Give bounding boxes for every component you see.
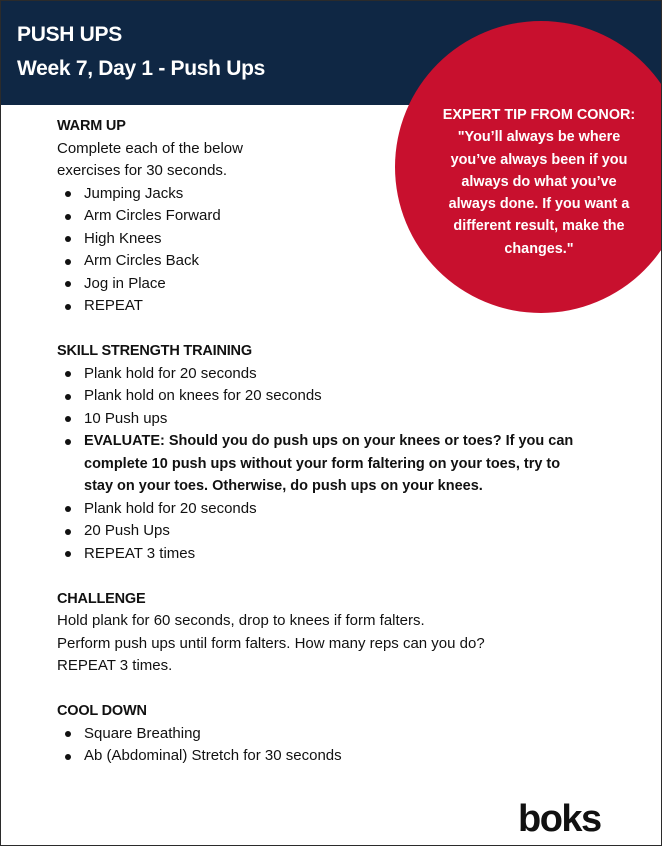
list-item: 20 Push Ups xyxy=(57,520,597,543)
page-title: PUSH UPS xyxy=(17,23,122,46)
warmup-intro-line: exercises for 30 seconds. xyxy=(57,162,228,179)
tip-line: always do what you’ve xyxy=(461,173,617,190)
skill-training-title: SKILL STRENGTH TRAINING xyxy=(57,343,252,359)
challenge-line: REPEAT 3 times. xyxy=(57,657,173,674)
list-item: Ab (Abdominal) Stretch for 30 seconds xyxy=(57,745,597,768)
cooldown-title: COOL DOWN xyxy=(57,703,147,719)
warmup-intro-line: Complete each of the below xyxy=(57,139,243,157)
tip-line: different result, make the xyxy=(453,218,625,235)
evaluate-line: complete 10 push ups without your form faltering on your toes, try to xyxy=(84,455,561,472)
list-item: Plank hold for 20 seconds xyxy=(57,363,597,386)
list-item: Arm Circles Forward xyxy=(57,205,597,228)
challenge-line: Hold plank for 60 seconds, drop to knees if form falters. xyxy=(57,612,425,629)
skill-training-list xyxy=(57,363,597,566)
list-item: 10 Push ups xyxy=(57,408,597,431)
warmup-list xyxy=(57,183,597,318)
evaluate-line: stay on your toes. Otherwise, do push ups on your knees. xyxy=(84,478,483,494)
cooldown-list xyxy=(57,723,597,768)
boks-logo: boks xyxy=(518,798,601,840)
tip-line: always done. If you want a xyxy=(448,196,630,213)
tip-line: "You’ll always be where xyxy=(457,129,621,146)
evaluate-item xyxy=(57,430,584,498)
list-item: Plank hold for 20 seconds xyxy=(57,498,597,521)
page-subtitle: Week 7, Day 1 - Push Ups xyxy=(17,57,266,80)
tip-line: changes." xyxy=(504,240,574,257)
challenge-line: Perform push ups until form falters. How many reps can you do? xyxy=(57,634,485,652)
list-item: REPEAT 3 times xyxy=(57,543,597,566)
evaluate-line: EVALUATE: Should you do push ups on your knees or toes? If you can xyxy=(84,433,574,449)
tip-heading: EXPERT TIP FROM CONOR: xyxy=(442,107,636,123)
tip-line: you’ve always been if you xyxy=(450,151,628,168)
challenge-title: CHALLENGE xyxy=(57,590,146,607)
list-item: Arm Circles Back xyxy=(57,250,597,273)
list-item: Plank hold on knees for 20 seconds xyxy=(57,385,597,408)
list-item: High Knees xyxy=(57,228,597,251)
list-item: Jog in Place xyxy=(57,273,597,296)
list-item: REPEAT xyxy=(57,295,597,318)
list-item: Square Breathing xyxy=(57,723,597,746)
workout-content xyxy=(57,115,597,768)
warmup-title: WARM UP xyxy=(57,118,126,134)
list-item: Jumping Jacks xyxy=(57,183,597,206)
